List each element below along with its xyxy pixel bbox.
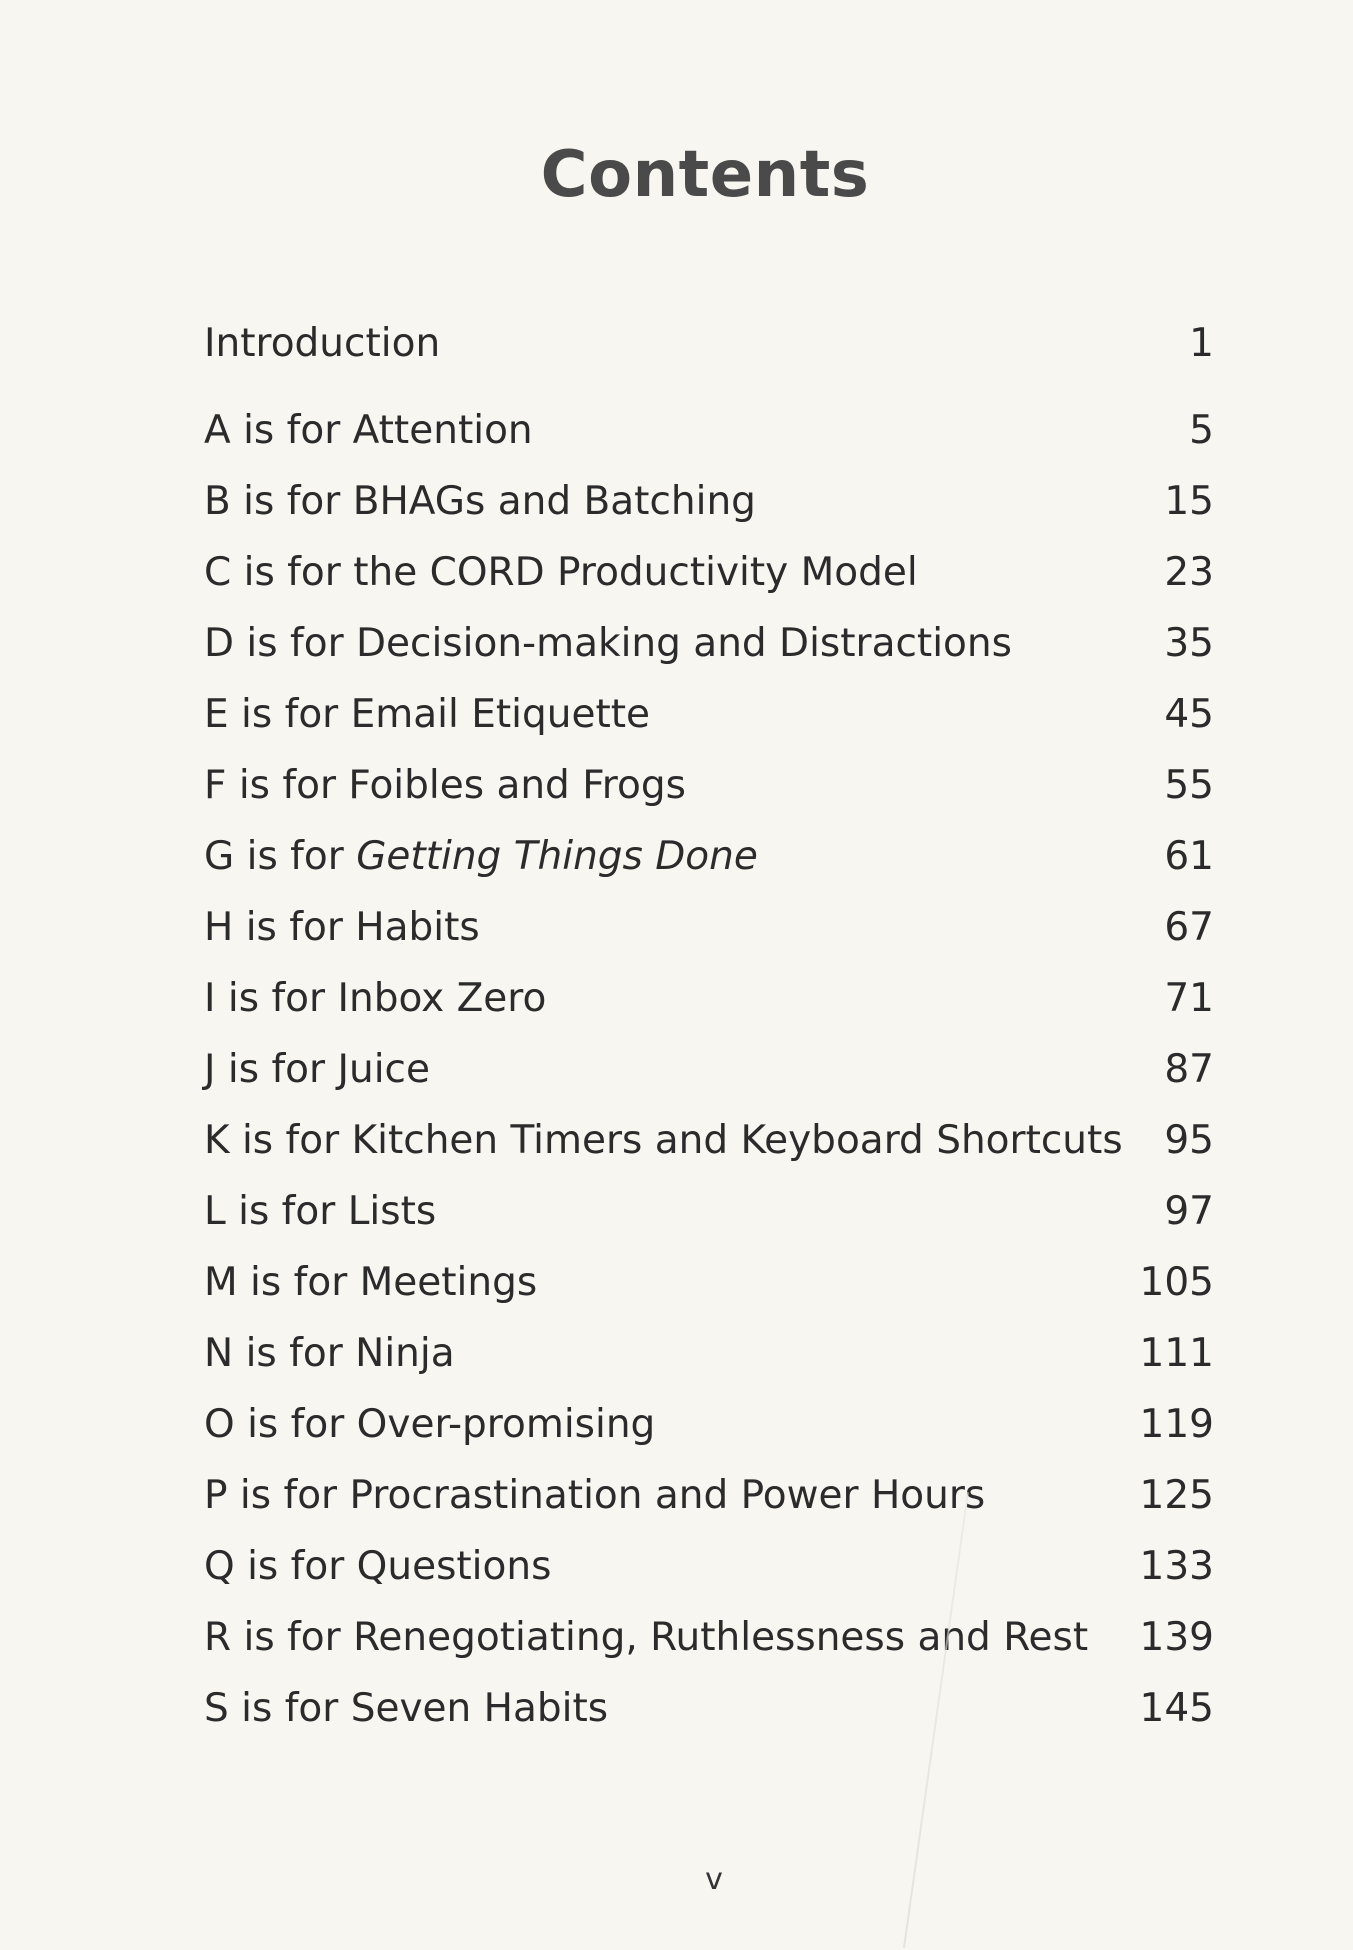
toc-entry-label: J is for Juice bbox=[204, 1047, 430, 1092]
toc-entry bbox=[204, 608, 1214, 679]
toc-entry bbox=[204, 679, 1214, 750]
toc-entry-page-number: 71 bbox=[1164, 976, 1214, 1021]
table-of-contents bbox=[204, 308, 1214, 1744]
toc-entry-label: P is for Procrastination and Power Hours bbox=[204, 1473, 986, 1518]
toc-entry bbox=[204, 466, 1214, 537]
toc-entry-label: Introduction bbox=[204, 321, 441, 366]
toc-entry-page-number: 111 bbox=[1139, 1331, 1214, 1376]
toc-entry-label: R is for Renegotiating, Ruthlessness and Rest bbox=[204, 1615, 1089, 1660]
toc-entry-label: M is for Meetings bbox=[204, 1260, 538, 1305]
toc-entry-label: S is for Seven Habits bbox=[204, 1686, 609, 1731]
toc-entry-page-number: 67 bbox=[1164, 905, 1214, 950]
toc-entry bbox=[204, 1034, 1214, 1105]
toc-entry-page-number: 23 bbox=[1164, 550, 1214, 595]
toc-entry bbox=[204, 395, 1214, 466]
toc-entry bbox=[204, 1602, 1214, 1673]
toc-entry-label: O is for Over-promising bbox=[204, 1402, 656, 1447]
toc-entry-page-number: 145 bbox=[1139, 1686, 1214, 1731]
toc-entry-page-number: 87 bbox=[1164, 1047, 1214, 1092]
toc-entry-page-number: 55 bbox=[1164, 763, 1214, 808]
toc-entry-page-number: 45 bbox=[1164, 692, 1214, 737]
toc-entry bbox=[204, 963, 1214, 1034]
toc-entry-label: N is for Ninja bbox=[204, 1331, 455, 1376]
toc-entry-page-number: 35 bbox=[1164, 621, 1214, 666]
toc-entry bbox=[204, 1460, 1214, 1531]
toc-entry bbox=[204, 1318, 1214, 1389]
toc-entry bbox=[204, 1247, 1214, 1318]
toc-entry bbox=[204, 1389, 1214, 1460]
toc-entry-page-number: 97 bbox=[1164, 1189, 1214, 1234]
toc-entry-label: F is for Foibles and Frogs bbox=[204, 763, 686, 808]
toc-entry-page-number: 5 bbox=[1189, 408, 1214, 453]
toc-entry-page-number: 139 bbox=[1139, 1615, 1214, 1660]
toc-entry bbox=[204, 750, 1214, 821]
toc-entry bbox=[204, 892, 1214, 963]
toc-entry-page-number: 105 bbox=[1139, 1260, 1214, 1305]
toc-entry-label bbox=[204, 821, 758, 892]
toc-entry-label: C is for the CORD Productivity Model bbox=[204, 550, 918, 595]
toc-entry-page-number: 61 bbox=[1164, 834, 1214, 879]
toc-entry bbox=[204, 1673, 1214, 1744]
toc-entry-page-number: 133 bbox=[1139, 1544, 1214, 1589]
toc-entry-label: I is for Inbox Zero bbox=[204, 976, 547, 1021]
toc-entry-page-number: 15 bbox=[1164, 479, 1214, 524]
toc-entry bbox=[204, 1531, 1214, 1602]
toc-entry-label: H is for Habits bbox=[204, 905, 480, 950]
toc-entry-label-prefix: G is for bbox=[204, 834, 357, 879]
toc-entry bbox=[204, 1105, 1214, 1176]
toc-entry-page-number: 1 bbox=[1189, 321, 1214, 366]
toc-entry-label: K is for Kitchen Timers and Keyboard Shortcuts bbox=[204, 1118, 1123, 1163]
page-title: Contents bbox=[540, 138, 870, 212]
toc-entry-label: B is for BHAGs and Batching bbox=[204, 479, 756, 524]
toc-entry-label: A is for Attention bbox=[204, 408, 533, 453]
toc-entry-label: E is for Email Etiquette bbox=[204, 692, 651, 737]
toc-entry-label: Q is for Questions bbox=[204, 1544, 552, 1589]
toc-entry-label: D is for Decision-making and Distractions bbox=[204, 621, 1012, 666]
toc-entry bbox=[204, 821, 1214, 892]
page-number-folio: v bbox=[705, 1862, 723, 1897]
toc-entry-label-italic-title: Getting Things Done bbox=[356, 834, 758, 879]
toc-entry-page-number: 125 bbox=[1139, 1473, 1214, 1518]
toc-entry bbox=[204, 537, 1214, 608]
toc-entry-label: L is for Lists bbox=[204, 1189, 437, 1234]
toc-entry bbox=[204, 1176, 1214, 1247]
toc-entry-page-number: 119 bbox=[1139, 1402, 1214, 1447]
toc-entry-introduction bbox=[204, 308, 1214, 379]
toc-entry-page-number: 95 bbox=[1164, 1118, 1214, 1163]
